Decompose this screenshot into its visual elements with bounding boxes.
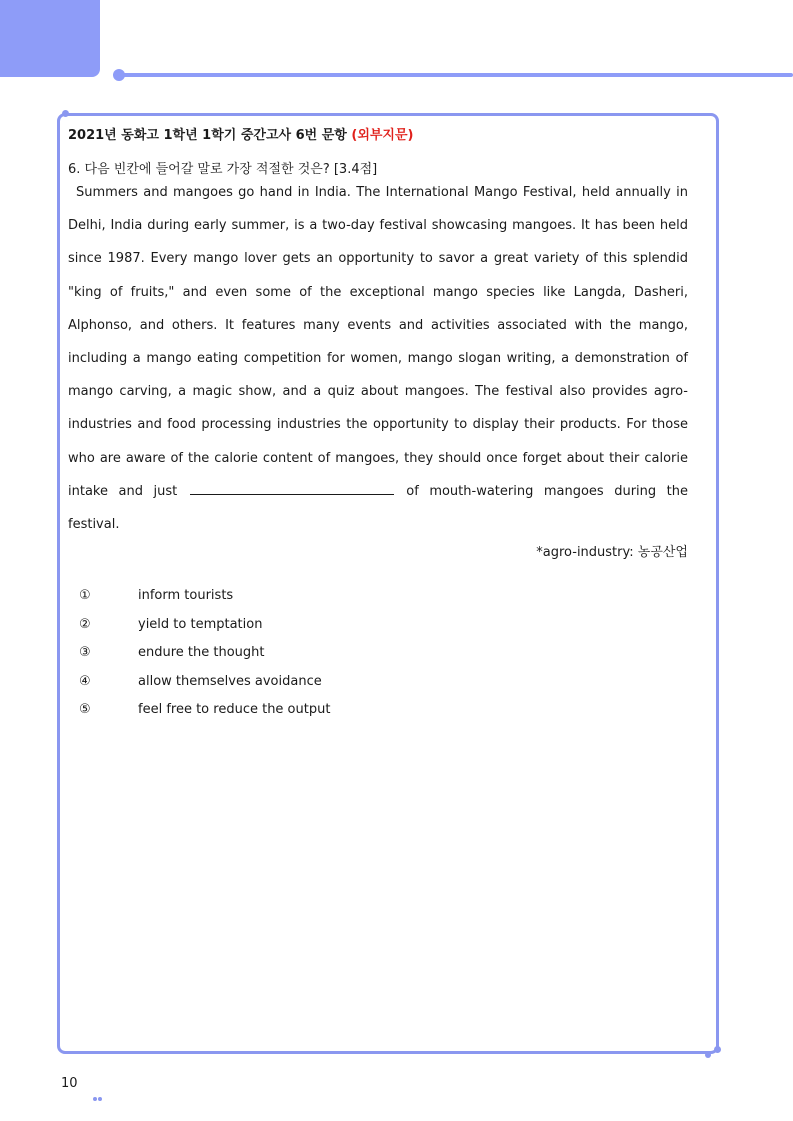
choice-3[interactable] (68, 639, 688, 668)
source-tag: (외부지문) (351, 128, 414, 143)
choice-text: endure the thought (138, 645, 265, 661)
choice-number: ④ (79, 673, 91, 689)
passage-before-blank: Summers and mangoes go hand in India. The International Mango Festival, held annually in Delhi, India during early summer, is a two-day festival showcasing mangoes. It has been held since 1987. Every mango lover gets an opportunity to savor a great variety of this splendid "king of fruits," and even some of the exceptional mango species like Langda, Dasheri, Alphonso, and others. It features many events and activities associated with the mango, including a mango eating competition for women, mango slogan writing, a demonstration of mango carving, a magic show, and a quiz about mangoes. The festival also provides agro-industries and food processing industries the opportunity to display their products. For those who are aware of the calorie content of mangoes, they should once forget about their calorie intake and just (68, 185, 688, 499)
choice-text: inform tourists (138, 588, 234, 604)
footnote: *agro-industry: 농공산업 (536, 545, 688, 561)
frame-corner-dot (705, 1052, 711, 1058)
answer-choices (68, 582, 688, 725)
frame-corner-dot (62, 110, 69, 117)
source-title-text: 2021년 동화고 1학년 1학기 중간고사 6번 문항 (68, 128, 347, 143)
answer-blank (190, 482, 394, 495)
question-prompt: 6. 다음 빈칸에 들어갈 말로 가장 적절한 것은? [3.4점] (68, 162, 378, 177)
choice-5[interactable] (68, 696, 688, 725)
header-corner-tab (0, 0, 100, 77)
choice-number: ⑤ (79, 702, 91, 718)
frame-corner-dot (714, 1046, 721, 1053)
choice-text: allow themselves avoidance (138, 673, 322, 689)
passage-after-blank: of mouth-watering mangoes during the festival. (68, 483, 689, 533)
page-number-dots (93, 1086, 103, 1105)
source-title (68, 125, 688, 147)
choice-2[interactable] (68, 611, 688, 640)
header-rule (118, 73, 793, 77)
header-rule-dot (113, 69, 125, 81)
page-number: 10 (61, 1076, 78, 1091)
choice-text: yield to temptation (138, 616, 263, 632)
choice-number: ② (79, 616, 91, 632)
question-content (68, 125, 688, 725)
passage (68, 176, 688, 541)
choice-number: ③ (79, 645, 91, 661)
choice-4[interactable] (68, 668, 688, 697)
choice-text: feel free to reduce the output (138, 702, 331, 718)
choice-number: ① (79, 588, 91, 604)
choice-1[interactable] (68, 582, 688, 611)
